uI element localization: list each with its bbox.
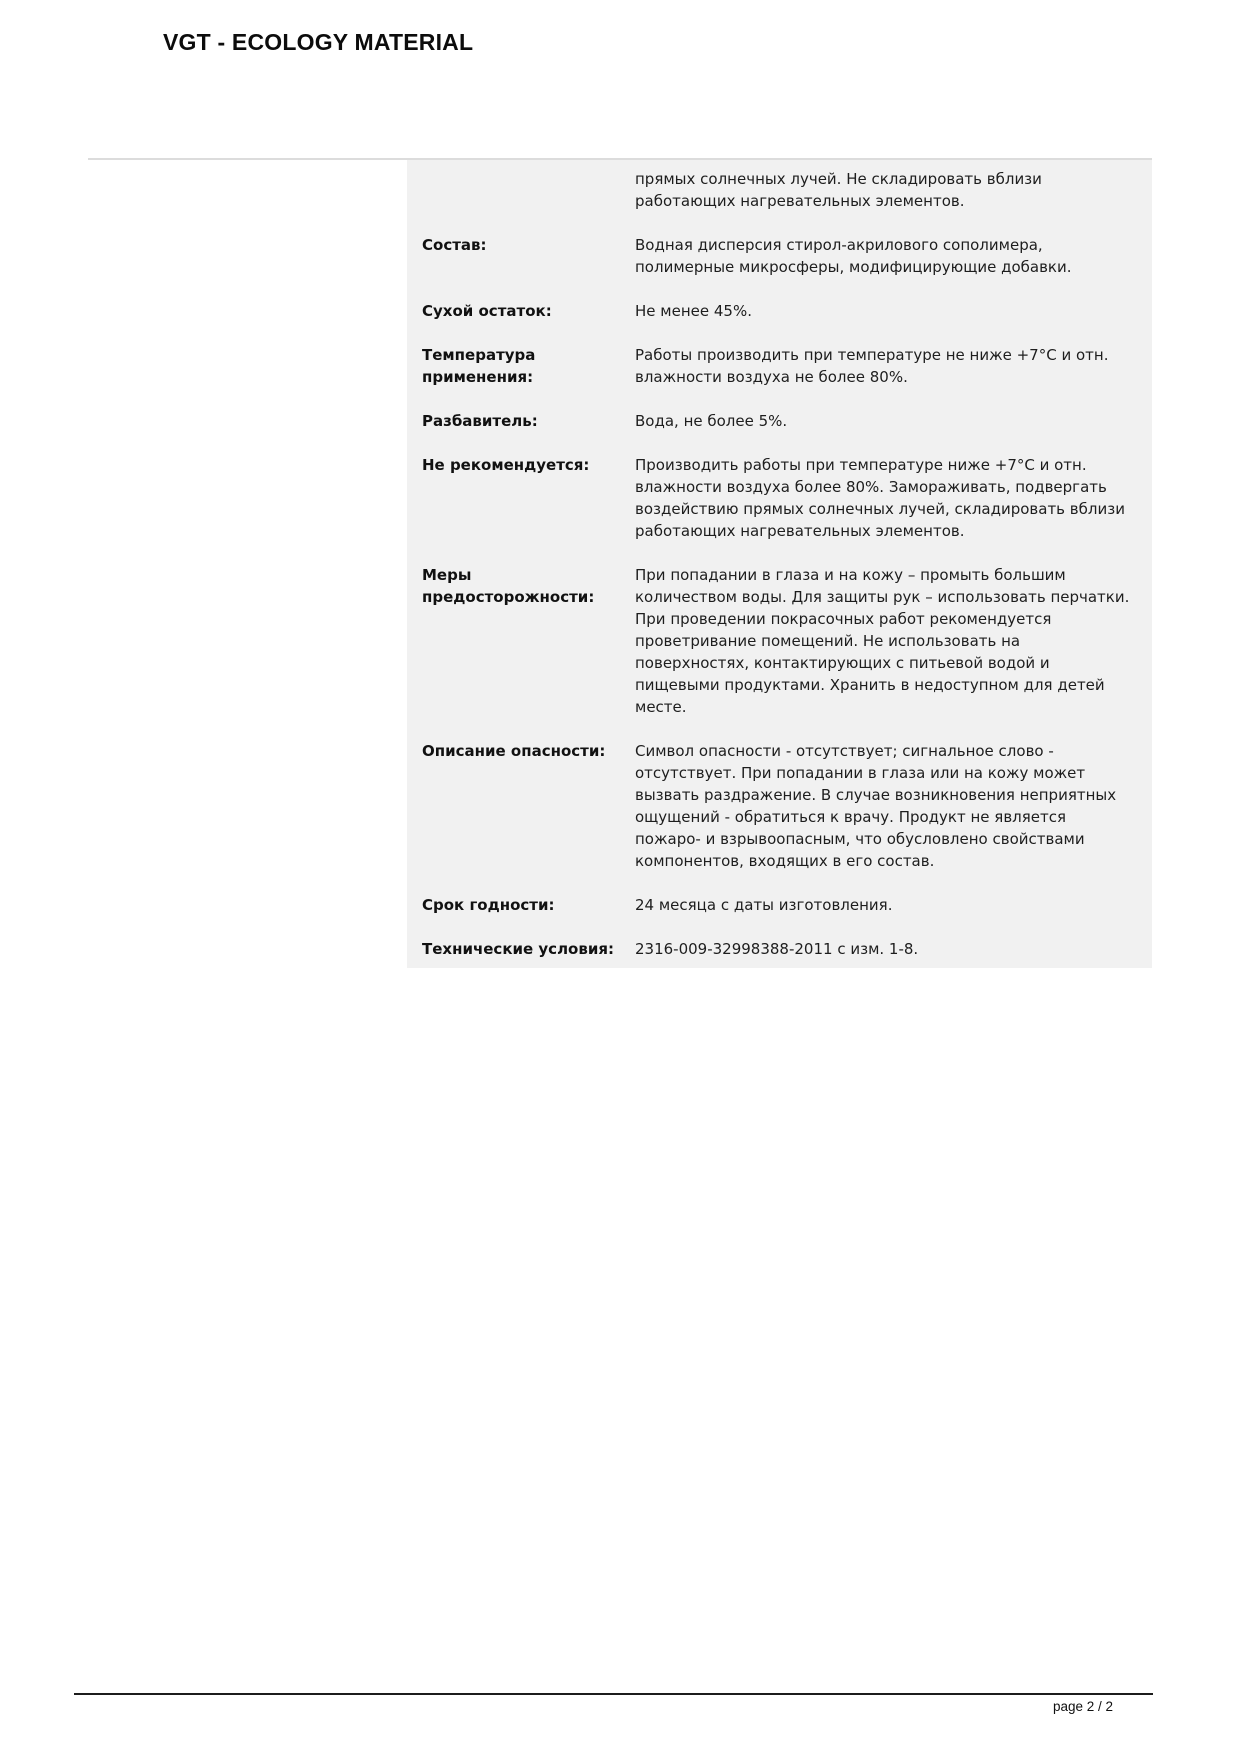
spec-row-value: Водная дисперсия стирол-акрилового сополимера, полимерные микросферы, модифицирующие добавки. [635,236,1072,276]
spec-row-value: Вода, не более 5%. [635,412,788,430]
spec-row-label: Разбавитель: [422,412,538,430]
spec-row-label: Меры предосторожности: [422,566,595,606]
spec-row-label: Температура применения: [422,346,536,386]
spec-row-label: Технические условия: [422,940,614,958]
spec-row-label: Срок годности: [422,896,555,914]
spec-row [422,894,1132,916]
page-number: page 2 / 2 [1052,1699,1113,1714]
continuation-text: прямых солнечных лучей. Не складировать вблизи работающих нагревательных элементов. [635,170,1042,210]
spec-row [422,234,1132,278]
spec-row [422,344,1132,388]
spec-row-value: Символ опасности - отсутствует; сигнальное слово - отсутствует. При попадании в глаза или на кожу может вызвать раздражение. В случае возникновения неприятных ощущений - обратиться к врачу. Продукт не является пожаро- и взрывоопасным, что обусловлено свойствами компонентов, входящих в его состав. [635,742,1117,870]
spec-row [422,300,1132,322]
spec-rows [422,234,1132,960]
page-title: VGT - ECOLOGY MATERIAL [163,29,474,55]
spec-row-value: При попадании в глаза и на кожу – промыть большим количеством воды. Для защиты рук – использовать перчатки. При проведении покрасочных работ рекомендуется проветривание помещений. Не использовать на поверхностях, контактирующих с питьевой водой и пищевыми продуктами. Хранить в недоступном для детей месте. [635,566,1130,716]
spec-row-label: Не рекомендуется: [422,456,590,474]
spec-row [422,454,1132,542]
spec-row [422,740,1132,872]
spec-table [88,158,1152,968]
footer-divider [74,1693,1153,1695]
spec-row-value: Производить работы при температуре ниже +7°С и отн. влажности воздуха более 80%. Замораживать, подвергать воздействию прямых солнечных лучей, складировать вблизи работающих нагревательных элементов. [635,456,1125,540]
spec-table-left-column [88,160,407,968]
spec-row-value: Не менее 45%. [635,302,752,320]
spec-row-value: Работы производить при температуре не ниже +7°С и отн. влажности воздуха не более 80%. [635,346,1109,386]
spec-row-label: Сухой остаток: [422,302,552,320]
spec-row [422,564,1132,718]
spec-row-label: Описание опасности: [422,742,606,760]
spec-row-value: 24 месяца с даты изготовления. [635,896,893,914]
spec-row-label: Состав: [422,236,487,254]
spec-row [422,938,1132,960]
spec-table-body [407,160,1152,968]
spec-row-value: 2316-009-32998388-2011 с изм. 1-8. [635,940,919,958]
spec-row [422,410,1132,432]
